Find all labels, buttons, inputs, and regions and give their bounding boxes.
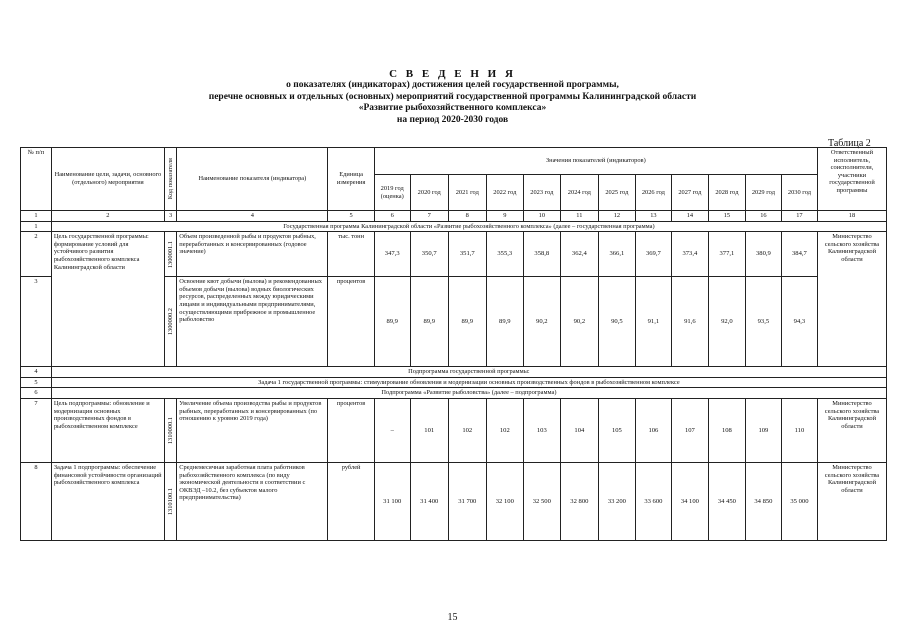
value-cell: 110 xyxy=(781,398,817,462)
column-number: 4 xyxy=(177,211,328,222)
value-cell: 31 400 xyxy=(410,462,448,540)
header-year: 2023 год xyxy=(523,175,560,211)
goal-text: Задача 1 подпрограммы: обеспечение финансовой устойчивости организаций рыбохозяйственного комплекса xyxy=(51,462,164,540)
row-number: 5 xyxy=(21,377,52,388)
table-row-2 xyxy=(21,232,887,277)
value-cell: – xyxy=(374,398,410,462)
title-line-4: на период 2020-2030 годов xyxy=(396,114,509,125)
value-cell: 31 700 xyxy=(448,462,486,540)
unit: процентов xyxy=(328,398,374,462)
document-title: С В Е Д Е Н И Я xyxy=(389,68,516,80)
goal-text: Цель подпрограммы: обновление и модернизация основных производственных фондов в рыбохозяйственном комплексе xyxy=(51,398,164,462)
title-line-3: «Развитие рыбохозяйственного комплекса» xyxy=(358,103,547,113)
value-cell: 94,3 xyxy=(781,277,817,367)
header-year: 2028 год xyxy=(708,175,745,211)
indicator-name: Объем произведенной рыбы и продуктов рыбных, переработанных и консервированных (годовое значение) xyxy=(177,232,328,277)
value-cell: 108 xyxy=(708,398,745,462)
header-year: 2029 год xyxy=(745,175,781,211)
header-indicator: Наименование показателя (индикатора) xyxy=(177,148,328,211)
table-row-7 xyxy=(21,398,887,462)
value-cell: 89,9 xyxy=(448,277,486,367)
section-title: Подпрограмма государственной программы: xyxy=(51,367,886,378)
row-number: 6 xyxy=(21,388,52,399)
section-title: Задача 1 государственной программы: стимулирование обновления и модернизации основных производственных фондов в рыбохозяйственном комплексе xyxy=(51,377,886,388)
value-cell: 32 500 xyxy=(523,462,560,540)
value-cell: 93,5 xyxy=(745,277,781,367)
value-cell: 92,0 xyxy=(708,277,745,367)
value-cell: 104 xyxy=(560,398,598,462)
column-number: 9 xyxy=(486,211,523,222)
value-cell: 89,9 xyxy=(410,277,448,367)
row-number: 8 xyxy=(21,462,52,540)
indicator-code-cell xyxy=(164,398,176,462)
value-cell: 32 800 xyxy=(560,462,598,540)
table-row-subprogram-title xyxy=(21,388,887,399)
indicator-code-cell xyxy=(164,232,176,277)
program-title: Государственная программа Калининградской области «Развитие рыбохозяйственного комплекса» (далее – государственная программа) xyxy=(51,221,886,232)
document-heading xyxy=(0,68,905,126)
column-number: 11 xyxy=(560,211,598,222)
indicator-code-cell xyxy=(164,277,176,367)
row-number: 2 xyxy=(21,232,52,277)
value-cell: 101 xyxy=(410,398,448,462)
row-number: 1 xyxy=(21,221,52,232)
value-cell: 90,2 xyxy=(523,277,560,367)
header-year: 2027 год xyxy=(671,175,708,211)
header-values-group: Значения показателей (индикаторов) xyxy=(374,148,817,175)
indicator-code: 1300000.2 xyxy=(166,308,174,336)
value-cell: 358,8 xyxy=(523,232,560,277)
indicator-name: Среднемесячная заработная плата работников рыбохозяйственного комплекса (по виду экономической деятельности в соответствии с ОКВЭД –10.2, без субъектов малого предпринимательства) xyxy=(177,462,328,540)
header-year: 2030 год xyxy=(781,175,817,211)
header-year: 2019 год (оценка) xyxy=(374,175,410,211)
header-responsible: Ответственный исполнитель, соисполнители, участники государственной программы xyxy=(817,148,886,211)
value-cell: 102 xyxy=(486,398,523,462)
column-number-row xyxy=(21,211,887,222)
value-cell: 90,5 xyxy=(598,277,635,367)
header-goal: Наименование цели, задачи, основного (отдельного) мероприятия xyxy=(51,148,164,211)
table-row-program xyxy=(21,221,887,232)
value-cell: 31 100 xyxy=(374,462,410,540)
unit: процентов xyxy=(328,277,374,367)
responsible: Министерство сельского хозяйства Калининградской области xyxy=(817,462,886,540)
value-cell: 355,3 xyxy=(486,232,523,277)
indicator-name: Освоение квот добычи (вылова) и рекомендованных объемов добычи (вылова) водных биологических ресурсов, распределенных между юридическими лицами и индивидуальными предпринимателями, осуществляющими прибрежное и промышленное рыболовство xyxy=(177,277,328,367)
value-cell: 89,9 xyxy=(486,277,523,367)
value-cell: 103 xyxy=(523,398,560,462)
responsible: Министерство сельского хозяйства Калининградской области xyxy=(817,232,886,367)
column-number: 2 xyxy=(51,211,164,222)
table-row-8 xyxy=(21,462,887,540)
value-cell: 350,7 xyxy=(410,232,448,277)
value-cell: 106 xyxy=(635,398,671,462)
column-number: 10 xyxy=(523,211,560,222)
value-cell: 91,6 xyxy=(671,277,708,367)
row-number: 7 xyxy=(21,398,52,462)
indicator-name: Увеличение объема производства рыбы и продуктов рыбных, переработанных и консервированных (по отношению к уровню 2019 года) xyxy=(177,398,328,462)
value-cell: 102 xyxy=(448,398,486,462)
header-year: 2020 год xyxy=(410,175,448,211)
column-number: 3 xyxy=(164,211,176,222)
section-title: Подпрограмма «Развитие рыболовства» (далее – подпрограмма) xyxy=(51,388,886,399)
value-cell: 109 xyxy=(745,398,781,462)
header-year: 2021 год xyxy=(448,175,486,211)
header-num: № п/п xyxy=(21,148,52,211)
table-label: Таблица 2 xyxy=(828,138,871,149)
unit: тыс. тонн xyxy=(328,232,374,277)
value-cell: 380,9 xyxy=(745,232,781,277)
header-code: Код показателя xyxy=(166,158,174,200)
value-cell: 373,4 xyxy=(671,232,708,277)
value-cell: 384,7 xyxy=(781,232,817,277)
table-row-task xyxy=(21,377,887,388)
value-cell: 107 xyxy=(671,398,708,462)
column-number: 15 xyxy=(708,211,745,222)
value-cell: 377,1 xyxy=(708,232,745,277)
value-cell: 32 100 xyxy=(486,462,523,540)
row-number: 3 xyxy=(21,277,52,367)
column-number: 16 xyxy=(745,211,781,222)
goal-text: Цель государственной программы: формирование условий для устойчивого развития рыбохозяйственного комплекса Калининградской области xyxy=(51,232,164,367)
value-cell: 90,2 xyxy=(560,277,598,367)
table-row-subprogram xyxy=(21,367,887,378)
value-cell: 351,7 xyxy=(448,232,486,277)
value-cell: 105 xyxy=(598,398,635,462)
header-year: 2024 год xyxy=(560,175,598,211)
title-line-2: перечне основных и отдельных (основных) мероприятий государственной программы Калининградской области xyxy=(208,91,697,102)
value-cell: 35 000 xyxy=(781,462,817,540)
indicator-code-cell xyxy=(164,462,176,540)
column-number: 12 xyxy=(598,211,635,222)
header-code-cell xyxy=(164,148,176,211)
column-number: 8 xyxy=(448,211,486,222)
responsible: Министерство сельского хозяйства Калининградской области xyxy=(817,398,886,462)
value-cell: 89,9 xyxy=(374,277,410,367)
header-unit: Единица измерения xyxy=(328,148,374,211)
row-number: 4 xyxy=(21,367,52,378)
header-year: 2025 год xyxy=(598,175,635,211)
indicators-table xyxy=(20,147,887,541)
value-cell: 34 850 xyxy=(745,462,781,540)
indicator-code: 1310000.1 xyxy=(166,416,174,445)
indicator-code: 1300001.1 xyxy=(166,240,174,268)
header-row-1 xyxy=(21,148,887,175)
value-cell: 33 200 xyxy=(598,462,635,540)
value-cell: 362,4 xyxy=(560,232,598,277)
column-number: 13 xyxy=(635,211,671,222)
value-cell: 34 450 xyxy=(708,462,745,540)
header-year: 2022 год xyxy=(486,175,523,211)
column-number: 1 xyxy=(21,211,52,222)
column-number: 7 xyxy=(410,211,448,222)
value-cell: 91,1 xyxy=(635,277,671,367)
column-number: 5 xyxy=(328,211,374,222)
unit: рублей xyxy=(328,462,374,540)
column-number: 17 xyxy=(781,211,817,222)
column-number: 6 xyxy=(374,211,410,222)
value-cell: 347,3 xyxy=(374,232,410,277)
indicator-code: 1310100.1 xyxy=(166,487,174,516)
column-number: 18 xyxy=(817,211,886,222)
value-cell: 33 600 xyxy=(635,462,671,540)
value-cell: 366,1 xyxy=(598,232,635,277)
value-cell: 34 100 xyxy=(671,462,708,540)
title-line-1: о показателях (индикаторах) достижения целей государственной программы, xyxy=(286,80,619,90)
header-year: 2026 год xyxy=(635,175,671,211)
value-cell: 369,7 xyxy=(635,232,671,277)
column-number: 14 xyxy=(671,211,708,222)
page-number: 15 xyxy=(447,612,458,623)
